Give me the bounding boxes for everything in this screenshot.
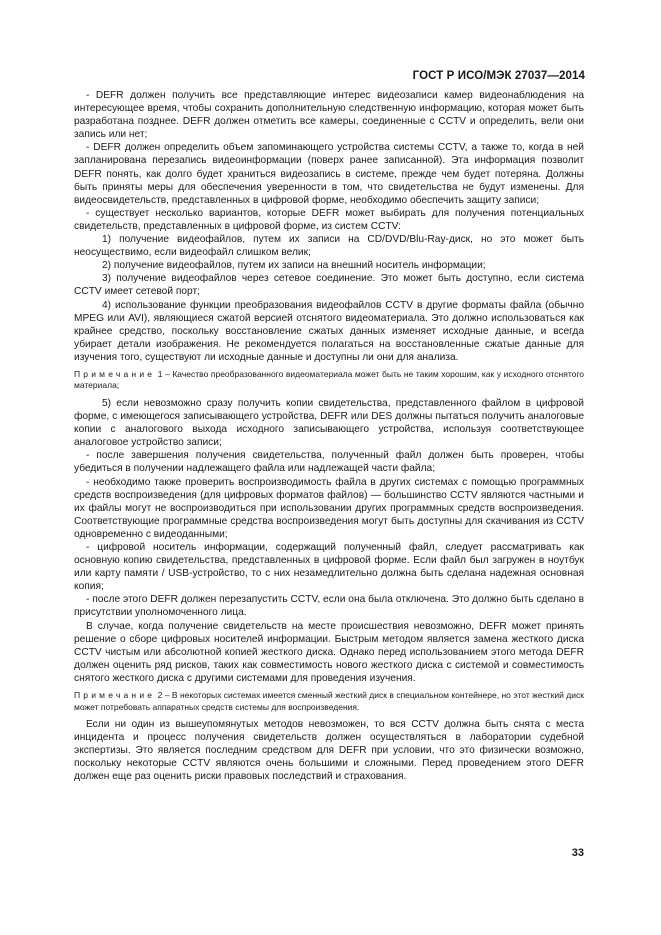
paragraph: 5) если невозможно сразу получить копии свидетельства, представленного файлом в цифровой форме, с имеющегося записывающего устройства, DEFR или DES должны пытаться получить аналоговые копии с аналогового выхода исходного записывающего устройства, используя соответствующее аналоговое устройство записи;: [74, 397, 584, 449]
paragraph: - после этого DEFR должен перезапустить CCTV, если она была отключена. Это должно быть сделано в присутствии уполномоченного лица.: [74, 594, 584, 619]
note-1: [74, 369, 584, 392]
page-number: 33: [571, 847, 584, 859]
paragraph: - существует несколько вариантов, которые DEFR может выбирать для получения потенциальных свидетельств, представленных в цифровой форме, из систем CCTV:: [74, 207, 584, 232]
paragraph: 3) получение видеофайлов через сетевое соединение. Это может быть доступно, если система CCTV имеет сетевой порт;: [74, 273, 584, 298]
paragraph: Если ни один из вышеупомянутых методов невозможен, то вся CCTV должна быть снята с места инцидента и процесс получения свидетельств должен осуществляться в лаборатории судебной экспертизы. Это является последним средством для DEFR при условии, что это физически возможно, поскольку некоторые CCTV являются очень большими и сложными. Перед проведением этого DEFR должен еще раз оценить риски правовых последствий и страхования.: [74, 719, 584, 783]
paragraph: - необходимо также проверить воспроизводимость файла в других системах с помощью программных средств воспроизведения (для цифровых форматов файлов) — большинство CCTV являются частными и их файлы могут не воспроизводиться при использовании других программных средств воспроизведения. Соответствующие программные средства воспроизведения могут быть доступны для скачивания из CCTV одновременно с видеоданными;: [74, 476, 584, 540]
paragraph: 4) использование функции преобразования видеофайлов CCTV в другие форматы файла (обычно MPEG или AVI), являющиеся сжатой версией отснятого видеоматериала. Это должно использоваться как крайнее средство, поскольку восстановление сжатых данных изменяет исходные данные, и всегда убирает детали изображения. Не рекомендуется полагаться на восстановленные сжатые данные для изучения того, существуют ли исходные данные и доступны ли они для анализа.: [74, 299, 584, 363]
paragraph: 2) получение видеофайлов, путем их записи на внешний носитель информации;: [102, 260, 486, 272]
standard-header: ГОСТ Р ИСО/МЭК 27037—2014: [412, 70, 585, 82]
note-text: 2 – В некоторых системах имеется сменный жесткий диск в специальном контейнере, но этот жесткий диск может потребовать аппаратных средств системы для воспроизведения.: [74, 690, 584, 712]
paragraph-block-3: [74, 718, 584, 783]
paragraph-block-2: [74, 397, 584, 685]
paragraph: В случае, когда получение свидетельств на месте происшествия невозможно, DEFR может принять решение о сборе цифровых носителей информации. Быстрым методом является замена жесткого диска CCTV чистым или абсолютной копией жесткого диска. Однако перед использованием этого метода DEFR должен оценить ряд рисков, таких как совместимость нового жесткого диска с системой и совместимость снятого жесткого диска с другими системами для проведения изучения.: [74, 620, 584, 684]
note-text: 1 – Качество преобразованного видеоматериала может быть не таким хорошим, как у исходного отснятого материала;: [74, 368, 584, 391]
document-body: [74, 89, 584, 784]
note-label: Примечание: [74, 368, 156, 379]
paragraph: - DEFR должен определить объем запоминающего устройства системы CCTV, а также то, когда в ней запланирована перезапись видеоинформации (поверх ранее записанной). Эта информация позволит DEFR понять, как долго будет храниться видеозапись в системе, прежде чем будет потеряна. Должны быть приняты меры для обеспечения уверенности в том, что свидетельства не будут изменены. Для видеосвидетельств, представленных в цифровой форме, необходимо обеспечить защиту записи;: [74, 142, 584, 206]
paragraph: - DEFR должен получить все представляющие интерес видеозаписи камер видеонаблюдения на интересующее время, чтобы сохранить дополнительную следственную информацию, которая может быть разработана позднее. DEFR должен отметить все камеры, соединенные с CCTV и определить, вели они запись или нет;: [74, 90, 584, 141]
note-2: [74, 690, 584, 713]
paragraph: - цифровой носитель информации, содержащий полученный файл, следует рассматривать как основную копию свидетельства, представленных в цифровой форме. Если файл был загружен в ноутбук или карту памяти / USB-устройство, то с них незамедлительно должна быть сделана надежная основная копия;: [74, 542, 584, 593]
paragraph: 1) получение видеофайлов, путем их записи на CD/DVD/Blu-Ray-диск, но это может быть неосуществимо, если видеофайл слишком велик;: [74, 234, 584, 259]
paragraph-block-1: [74, 89, 584, 364]
paragraph: - после завершения получения свидетельства, полученный файл должен быть проверен, чтобы убедиться в получении надлежащего файла или надлежащей части файла;: [74, 450, 584, 475]
note-label: Примечание: [74, 690, 156, 701]
